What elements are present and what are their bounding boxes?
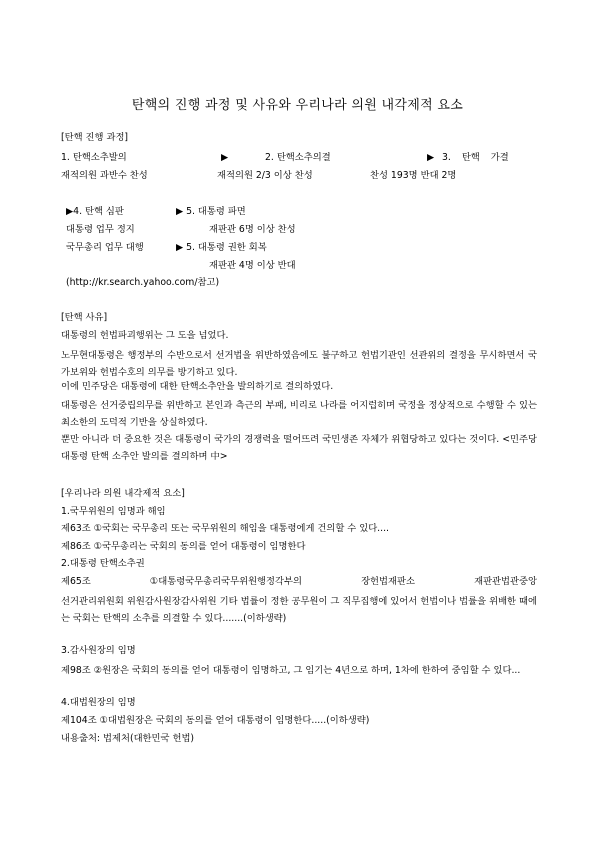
document-title: 탄핵의 진행 과정 및 사유와 우리나라 의원 내각제적 요소 (131, 98, 464, 113)
process-source: (http://kr.search.yahoo.com/참고) (66, 277, 220, 288)
reason-heading: [탄핵 사유] (61, 312, 108, 323)
process-step-5-restore: ▶ 5. 대통령 권한 회복 (176, 242, 267, 253)
process-heading: [탄핵 진행 과정] (61, 132, 129, 143)
reason-paragraph-1: 대통령의 헌법파괴행위는 그 도을 넘었다. (61, 330, 229, 341)
reason-paragraph-5: 뿐만 아니라 더 중요한 것은 대통령이 국가의 경쟁력을 떨어뜨려 국민생존 자체가 위협당하고 있다는 것이다. <민주당 대통령 탄핵 소추안 발의를 결의하며 中> (61, 434, 537, 462)
reason-paragraph-4: 대통령은 선거중립의무를 위반하고 본인과 측근의 부패, 비리로 나라를 어지럽히며 국정을 정상적으로 수행할 수 있는 최소한의 도덕적 기반을 상실하였다. (61, 400, 537, 428)
process-step-4: ▶4. 탄핵 심판 (66, 206, 124, 217)
section-1-title: 1.국무위원의 임명과 해임 (61, 506, 166, 517)
process-step-4-effect: 대통령 업무 정지 (66, 224, 135, 235)
article-65-number: 제65조 (61, 576, 91, 587)
section-2-title: 2.대통령 탄핵소추권 (61, 558, 145, 569)
process-step-4-acting: 국무총리 업무 대행 (66, 242, 144, 253)
process-step-2: 2. 탄핵소추의결 (265, 152, 331, 163)
article-65-part-1: ①대통령국무총리국무위원행정각부의 (149, 576, 302, 587)
elements-heading: [우리나라 의원 내각제적 요소] (61, 488, 185, 499)
section-3-title: 3.감사원장의 임명 (61, 645, 136, 656)
process-arrow-1: ▶ (221, 152, 229, 163)
section-4-title: 4.대법원장의 임명 (61, 697, 136, 708)
process-step-5-removal: ▶ 5. 대통령 파면 (176, 206, 246, 217)
article-98: 제98조 ②원장은 국회의 동의를 얻어 대통령이 임명하고, 그 임기는 4년으로 하며, 1차에 한하여 중임할 수 있다... (61, 665, 521, 676)
article-104: 제104조 ①대법원장은 국회의 동의를 얻어 대통령이 임명한다.....(이하생략) (61, 715, 370, 726)
article-63: 제63조 ①국회는 국무총리 또는 국무위원의 해임을 대통령에게 건의할 수 있다.... (61, 523, 390, 534)
article-65-part-3: 재판관법관중앙 (474, 576, 537, 587)
reason-paragraph-2: 노무현대통령은 행정부의 수반으로서 선거법을 위반하였음에도 불구하고 헌법기관인 선관위의 결정을 무시하면서 국가보위와 헌법수호의 의무를 방기하고 있다. (61, 350, 537, 378)
process-removal-condition: 재판관 6명 이상 찬성 (209, 224, 296, 235)
article-65-first-line (61, 576, 537, 588)
process-step-1: 1. 탄핵소추발의 (61, 152, 127, 163)
process-step-3-result: 찬성 193명 반대 2명 (370, 170, 457, 181)
process-restore-condition: 재판관 4명 이상 반대 (209, 260, 296, 271)
reason-paragraph-3: 이에 민주당은 대통령에 대한 탄핵소추안을 발의하기로 결의하였다. (61, 381, 334, 392)
article-65-part-2: 장헌법재판소 (361, 576, 415, 587)
article-65-rest: 선거관리위원회 위원감사원장감사위원 기타 법률이 정한 공무원이 그 직무집행에 있어서 헌법이나 법률을 위배한 때에는 국회는 탄핵의 소추를 의결할 수 있다.......(이하생략) (61, 596, 537, 624)
article-86: 제86조 ①국무총리는 국회의 동의를 얻어 대통령이 임명한다 (61, 541, 306, 552)
process-step-1-condition: 재적의원 과반수 찬성 (61, 170, 148, 181)
elements-source: 내용출처: 법제처(대한민국 헌법) (61, 733, 195, 744)
process-arrow-2: ▶ (427, 152, 435, 163)
process-step-3: 3. 탄핵 가결 (442, 152, 509, 163)
process-step-2-condition: 재적의원 2/3 이상 찬성 (217, 170, 313, 181)
process-step-3-wrap (442, 152, 537, 164)
